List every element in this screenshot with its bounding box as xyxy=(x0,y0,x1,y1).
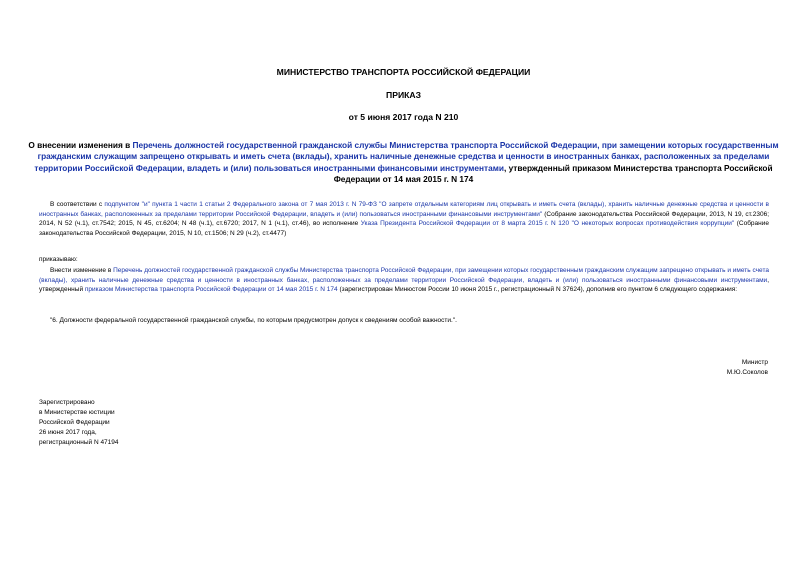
title-list-link[interactable]: Перечень должностей государственной гражданской службы Министерства транспорта Российской Федерации, при замещении которых государственным гражданским служащим запрещено открывать и иметь счета (вклады), хранить наличные денежные средства и ценности в иностранных банках, расположенных за пределами территории Российской Федерации, владеть и (или) пользоваться иностранными финансовыми инструментами xyxy=(34,140,779,173)
registration-line: 26 июня 2017 года, xyxy=(39,429,97,436)
preamble-paragraph xyxy=(39,200,769,239)
document-title xyxy=(20,140,787,186)
document-date-number: от 5 июня 2017 года N 210 xyxy=(348,112,459,122)
federal-law-link[interactable]: подпунктом "и" пункта 1 части 1 статьи 2 Федерального закона от 7 мая 2013 г. N 79-ФЗ "О запрете отдельным категориям лиц открывать и иметь счета (вклады), хранить наличные денежные средства и ценности в иностранных банках, расположенных за пределами территории Российской Федерации, владеть и (или) пользоваться иностранными финансовыми инструментами" xyxy=(39,201,769,218)
registration-block xyxy=(39,398,119,448)
amendment-paragraph xyxy=(39,266,769,295)
title-prefix: О внесении изменения в xyxy=(28,140,133,150)
registration-line: регистрационный N 47194 xyxy=(39,439,119,446)
preamble-text-3: (Собрание законодательства Российской Федерации, 2015, N 10, ст.1506; N 29 (ч.2), ст.4477) xyxy=(39,220,769,238)
ministry-heading: МИНИСТЕРСТВО ТРАНСПОРТА РОССИЙСКОЙ ФЕДЕРАЦИИ xyxy=(276,67,531,77)
quoted-clause: "6. Должности федеральной государственной гражданской службы, по которым предусмотрен допуск к сведениям особой важности.". xyxy=(50,317,457,324)
amendment-text-2: , утвержденный xyxy=(39,276,769,294)
registration-line: в Министерстве юстиции xyxy=(39,409,115,416)
presidential-decree-link[interactable]: Указа Президента Российской Федерации от 8 марта 2015 г. N 120 "О некоторых вопросах противодействия коррупции" xyxy=(360,220,735,228)
document-type: ПРИКАЗ xyxy=(386,90,421,100)
amendment-list-link[interactable]: Перечень должностей государственной гражданской службы Министерства транспорта Российской Федерации, при замещении которых государственным гражданским служащим запрещено открывать и иметь счета (вклады), хранить наличные денежные средства и ценности в иностранных банках, расположенных за пределами территории Российской Федерации, владеть и (или) пользоваться иностранными финансовыми инструментами xyxy=(39,267,769,284)
signature-block xyxy=(727,358,768,377)
amendment-text-1: Внести изменение в xyxy=(50,267,114,274)
registration-line: Российской Федерации xyxy=(39,419,110,426)
signatory-position: Министр xyxy=(741,359,768,366)
title-suffix: , утвержденный приказом Министерства транспорта Российской Федерации от 14 мая 2015 г. N 174 xyxy=(333,162,773,185)
signatory-name: М.Ю.Соколов xyxy=(726,368,768,376)
order-word: приказываю: xyxy=(39,256,78,263)
preamble-text-2: (Собрание законодательства Российской Федерации, 2013, N 19, ст.2306; 2014, N 52 (ч.1), ст.7542; 2015, N 45, ст.6204; N 48 (ч.1), ст.6720; 2017, N 1 (ч.1), ст.46), во исполнение xyxy=(39,210,769,228)
registration-line: Зарегистрировано xyxy=(39,399,95,406)
amendment-text-3: (зарегистрирован Минюстом России 10 июня 2015 г., регистрационный N 37624), дополнив его пунктом 6 следующего содержания: xyxy=(337,286,738,294)
preamble-text-1: В соответствии с xyxy=(50,201,105,208)
ministry-order-link[interactable]: приказом Министерства транспорта Российской Федерации от 14 мая 2015 г. N 174 xyxy=(84,286,338,294)
